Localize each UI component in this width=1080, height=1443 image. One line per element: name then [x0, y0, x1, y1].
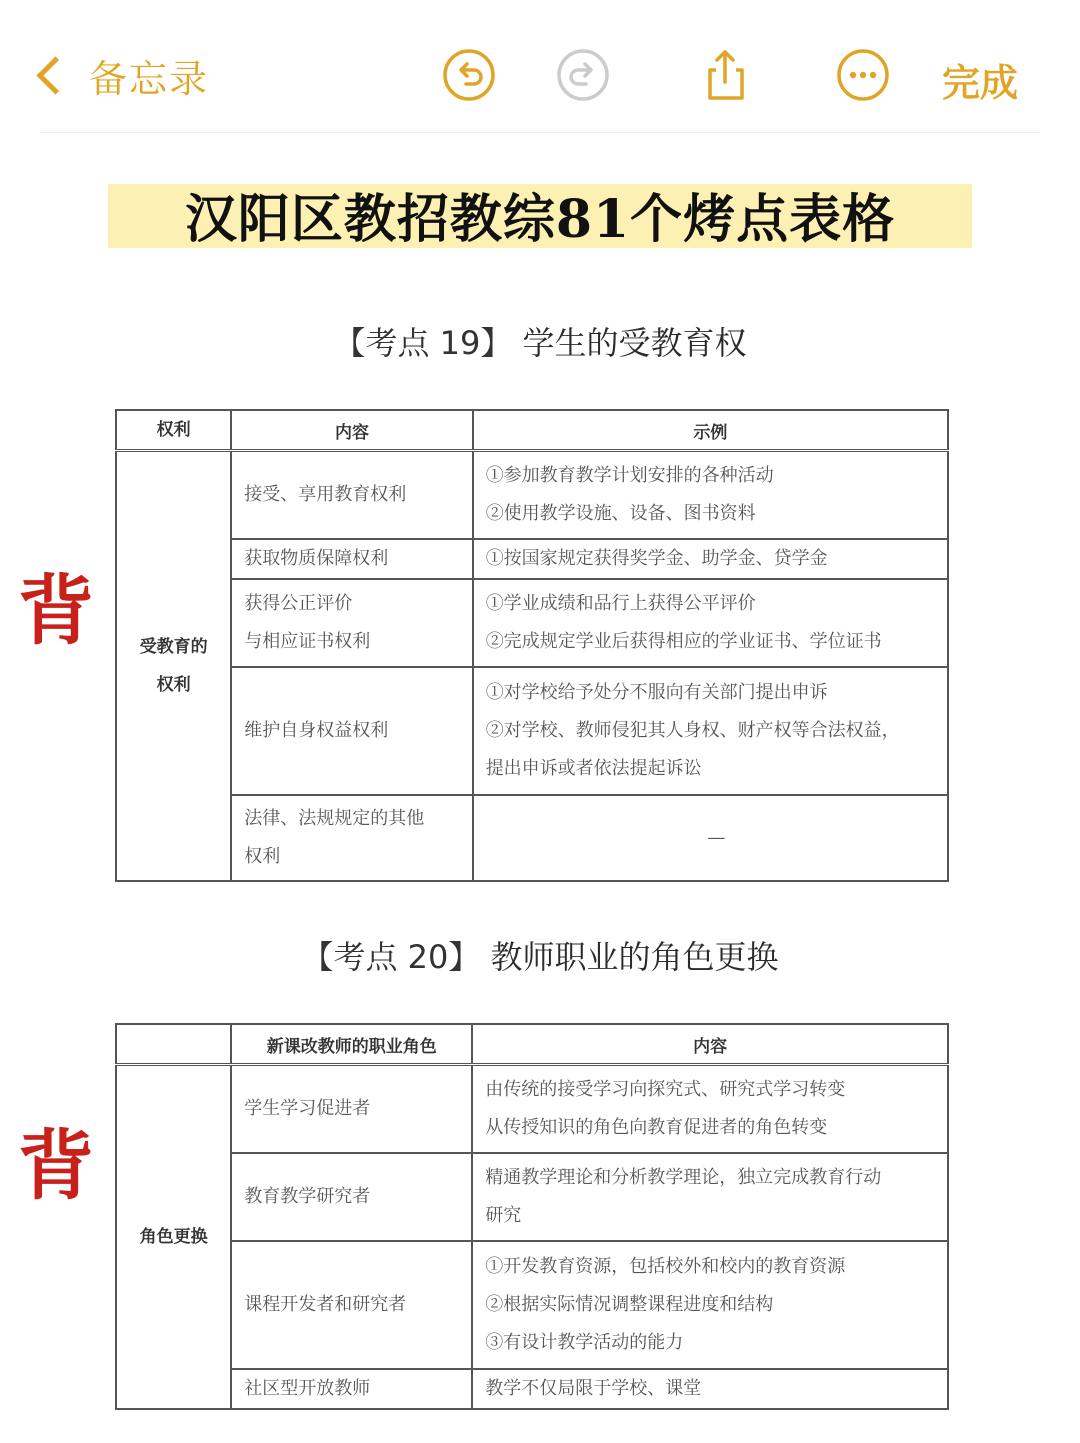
- done-button[interactable]: 完成: [942, 61, 1019, 105]
- redo-button[interactable]: [556, 48, 610, 102]
- example-line: 精通教学理论和分析教学理论，独立完成教育行动: [485, 1166, 882, 1188]
- example-line: ①对学校给予处分不服向有关部门提出申诉: [485, 681, 828, 703]
- section-20-heading: [0, 932, 1080, 978]
- table-row: [116, 1241, 948, 1369]
- example-cell: [472, 1241, 948, 1369]
- example-line: ②使用教学设施、设备、图书资料: [485, 502, 756, 524]
- example-line: 提出申诉或者依法提起诉讼: [485, 757, 702, 779]
- content-cell: [231, 1153, 472, 1241]
- example-line: ①学业成绩和品行上获得公平评价: [485, 592, 756, 614]
- back-button[interactable]: [30, 48, 209, 103]
- content-line: 获得公正评价: [244, 592, 353, 614]
- title-highlight: [108, 184, 972, 248]
- content-cell: [231, 667, 472, 795]
- section-19-heading: [0, 318, 1080, 364]
- header-cell: 示例: [473, 410, 948, 451]
- table-header-row: [116, 1024, 948, 1065]
- back-label: 备忘录: [89, 57, 210, 101]
- group-label-cell: 角色更换: [116, 1065, 231, 1409]
- example-cell: [472, 1153, 948, 1241]
- top-toolbar: [0, 0, 1080, 135]
- content-cell: [231, 1241, 472, 1369]
- content-line: 学生学习促进者: [244, 1097, 371, 1119]
- example-line: ①开发教育资源，包括校外和校内的教育资源: [485, 1255, 846, 1277]
- example-line: ②对学校、教师侵犯其人身权、财产权等合法权益，: [485, 719, 900, 741]
- header-cell: 内容: [472, 1024, 948, 1065]
- more-icon: [836, 48, 890, 102]
- content-cell: [231, 579, 472, 667]
- content-line: 维护自身权益权利: [244, 719, 389, 741]
- redo-icon: [556, 48, 610, 102]
- example-line: 研究: [485, 1204, 522, 1226]
- group-label-line: 权利: [156, 674, 191, 695]
- table-section-20: [115, 1023, 949, 1410]
- example-line: ③有设计教学活动的能力: [485, 1331, 684, 1353]
- table-row: [116, 1065, 948, 1153]
- content-line: 课程开发者和研究者: [244, 1293, 407, 1315]
- share-icon: [698, 48, 752, 102]
- example-line: 由传统的接受学习向探究式、研究式学习转变: [485, 1078, 846, 1100]
- example-cell: [472, 1369, 948, 1409]
- chevron-left-icon: [36, 56, 74, 94]
- content-line: 获取物质保障权利: [244, 547, 389, 569]
- example-line: 从传授知识的角色向教育促进者的角色转变: [485, 1116, 828, 1138]
- example-line: ①参加教育教学计划安排的各种活动: [485, 464, 774, 486]
- header-cell: [116, 1024, 231, 1065]
- example-cell: [473, 579, 948, 667]
- content-cell: [231, 451, 472, 539]
- stamp-bei-2: 背: [18, 1121, 94, 1210]
- table-header-row: [116, 410, 948, 451]
- group-label-line: 受教育的: [139, 636, 208, 657]
- example-cell: [473, 667, 948, 795]
- table-row: [116, 579, 948, 667]
- undo-button[interactable]: [442, 48, 496, 102]
- section-20-title: 教师职业的角色更换: [490, 938, 779, 976]
- content-line: 权利: [244, 845, 281, 867]
- table-row: [116, 451, 948, 539]
- example-line: ②根据实际情况调整课程进度和结构: [485, 1293, 774, 1315]
- share-button[interactable]: [698, 48, 752, 102]
- undo-icon: [442, 48, 496, 102]
- example-cell: [473, 539, 948, 579]
- more-options-button[interactable]: [836, 48, 890, 102]
- section-20-bracket: 【考点 20】: [301, 938, 481, 976]
- example-line: ②完成规定学业后获得相应的学业证书、学位证书: [485, 630, 882, 652]
- content-line: 教育教学研究者: [244, 1185, 371, 1207]
- content-cell: [231, 1369, 472, 1409]
- example-line: 教学不仅局限于学校、课堂: [485, 1377, 702, 1399]
- example-line: ①按国家规定获得奖学金、助学金、贷学金: [485, 547, 828, 569]
- stamp-bei-1: 背: [18, 566, 94, 655]
- table-row: [116, 795, 948, 881]
- example-line: —: [707, 826, 726, 848]
- table-row: [116, 1369, 948, 1409]
- content-line: 社区型开放教师: [244, 1377, 371, 1399]
- table-row: [116, 539, 948, 579]
- table-row: [116, 1153, 948, 1241]
- example-cell: [472, 1065, 948, 1153]
- table-row: [116, 667, 948, 795]
- group-label-cell: [116, 451, 231, 881]
- content-cell: [231, 795, 472, 881]
- header-cell: 内容: [231, 410, 472, 451]
- content-cell: [231, 539, 472, 579]
- toolbar-divider: [40, 132, 1040, 133]
- content-line: 接受、享用教育权利: [244, 483, 407, 505]
- table-section-19: [115, 409, 949, 882]
- content-line: 与相应证书权利: [244, 630, 371, 652]
- section-19-title: 学生的受教育权: [522, 324, 747, 362]
- example-cell: [473, 795, 948, 881]
- header-cell: 新课改教师的职业角色: [231, 1024, 472, 1065]
- example-cell: [473, 451, 948, 539]
- header-cell: 权利: [116, 410, 231, 451]
- content-line: 法律、法规规定的其他: [244, 807, 425, 829]
- note-title: 汉阳区教招教综81个烤点表格: [184, 189, 896, 250]
- section-19-bracket: 【考点 19】: [333, 324, 513, 362]
- content-cell: [231, 1065, 472, 1153]
